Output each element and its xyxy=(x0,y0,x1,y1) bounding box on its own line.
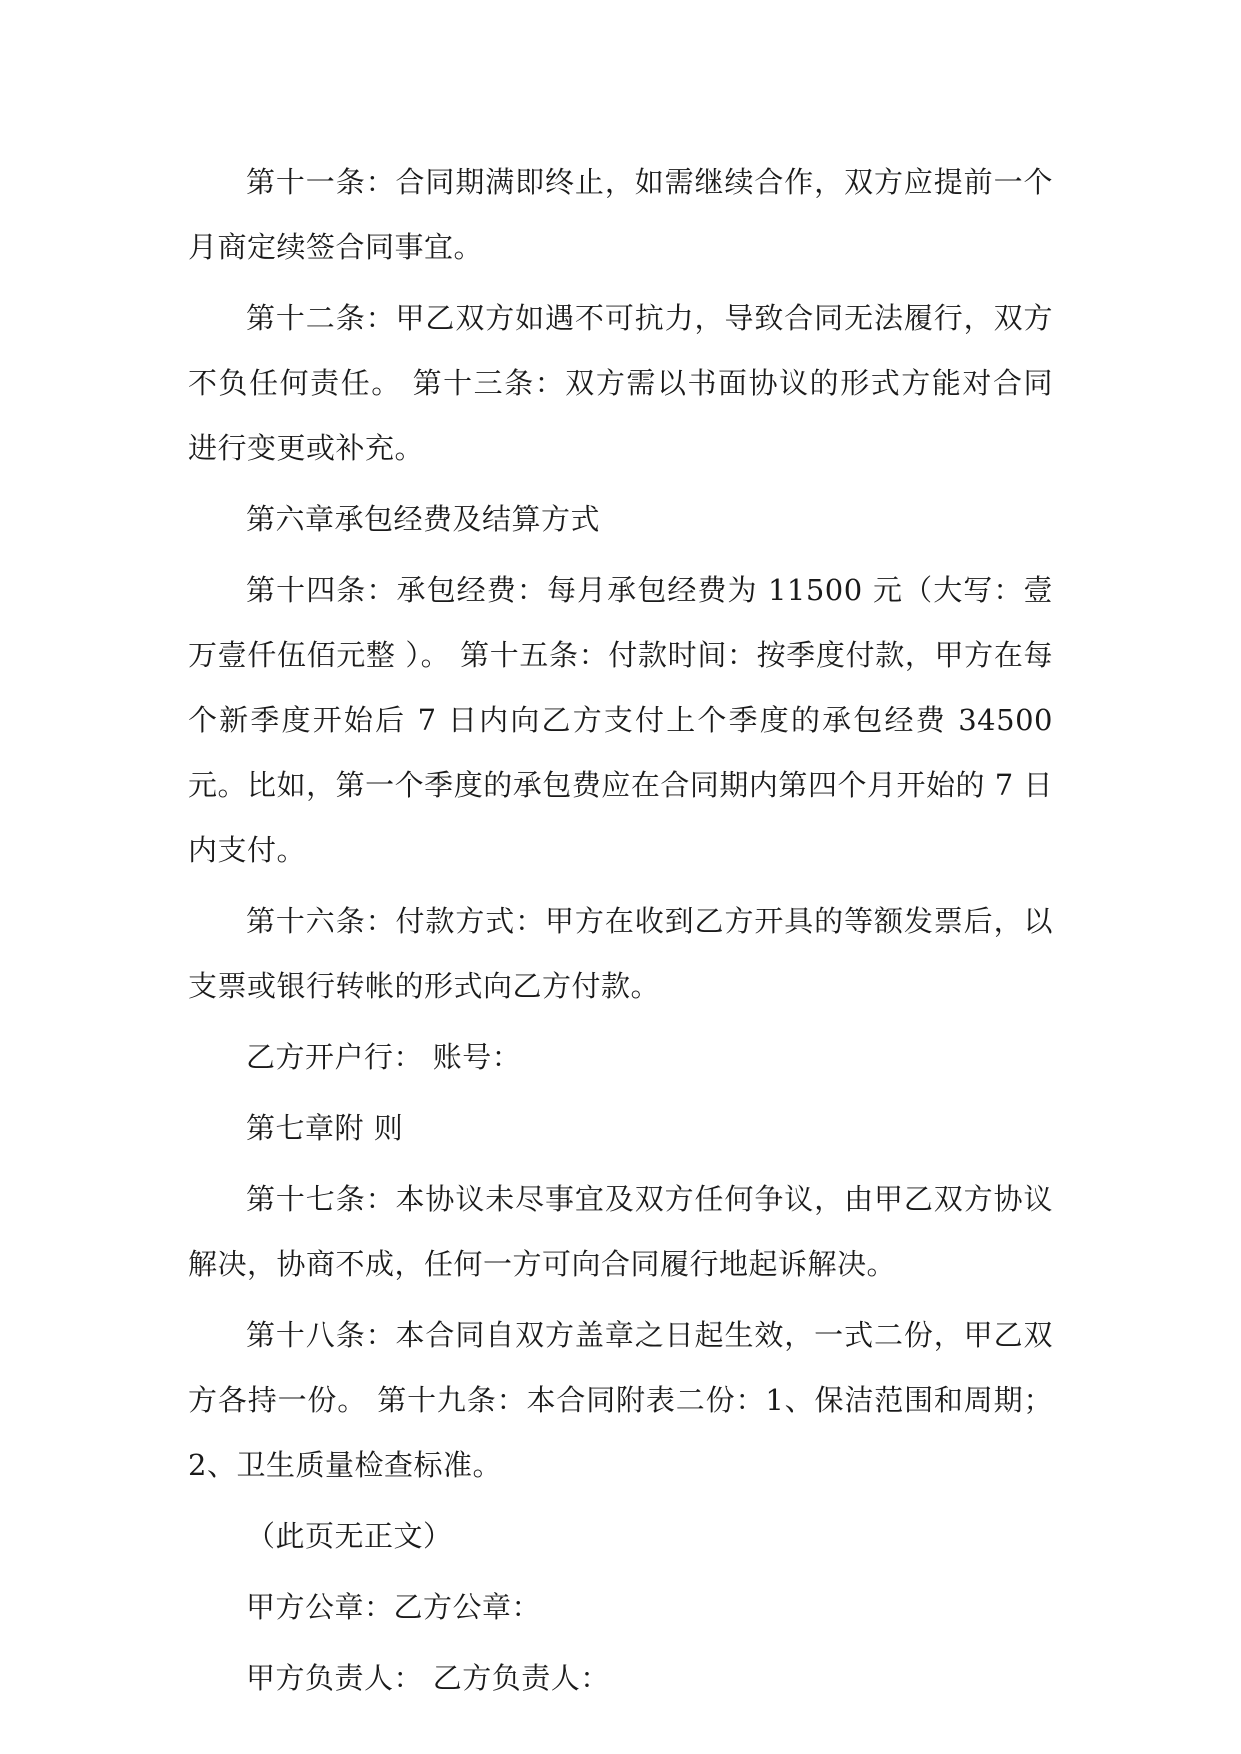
clause-16-paragraph: 第十六条：付款方式：甲方在收到乙方开具的等额发票后，以支票或银行转帐的形式向乙方付款。 xyxy=(188,904,1053,1003)
responsible-person-line: 甲方负责人： 乙方负责人： xyxy=(246,1661,610,1695)
bank-account-line: 乙方开户行： 账号： xyxy=(246,1040,522,1074)
clause-18-19-paragraph: 第十八条：本合同自双方盖章之日起生效，一式二份，甲乙双方各持一份。 第十九条：本合同附表二份：1、保洁范围和周期；2、卫生质量检查标准。 xyxy=(188,1318,1053,1482)
clause-11-paragraph: 第十一条：合同期满即终止，如需继续合作，双方应提前一个月商定续签合同事宜。 xyxy=(188,165,1053,264)
no-text-note: （此页无正文） xyxy=(246,1519,453,1553)
chapter-6-heading: 第六章承包经费及结算方式 xyxy=(246,502,601,536)
chapter-7-heading: 第七章附 则 xyxy=(246,1111,404,1145)
clause-17-paragraph: 第十七条：本协议未尽事宜及双方任何争议，由甲乙双方协议解决，协商不成，任何一方可向合同履行地起诉解决。 xyxy=(188,1182,1053,1281)
document-page xyxy=(188,150,1053,1717)
clause-14-15-paragraph: 第十四条：承包经费：每月承包经费为 11500 元（大写：壹万壹仟伍佰元整 ）。 第十五条：付款时间：按季度付款，甲方在每个新季度开始后 7 日内向乙方支付上个季度的承包经费 34500 元。比如，第一个季度的承包费应在合同期内第四个月开始的 7 日内支付。 xyxy=(188,573,1053,867)
seal-line: 甲方公章：乙方公章： xyxy=(246,1590,542,1624)
clause-12-13-paragraph: 第十二条：甲乙双方如遇不可抗力，导致合同无法履行，双方不负任何责任。 第十三条：双方需以书面协议的形式方能对合同进行变更或补充。 xyxy=(188,301,1053,465)
